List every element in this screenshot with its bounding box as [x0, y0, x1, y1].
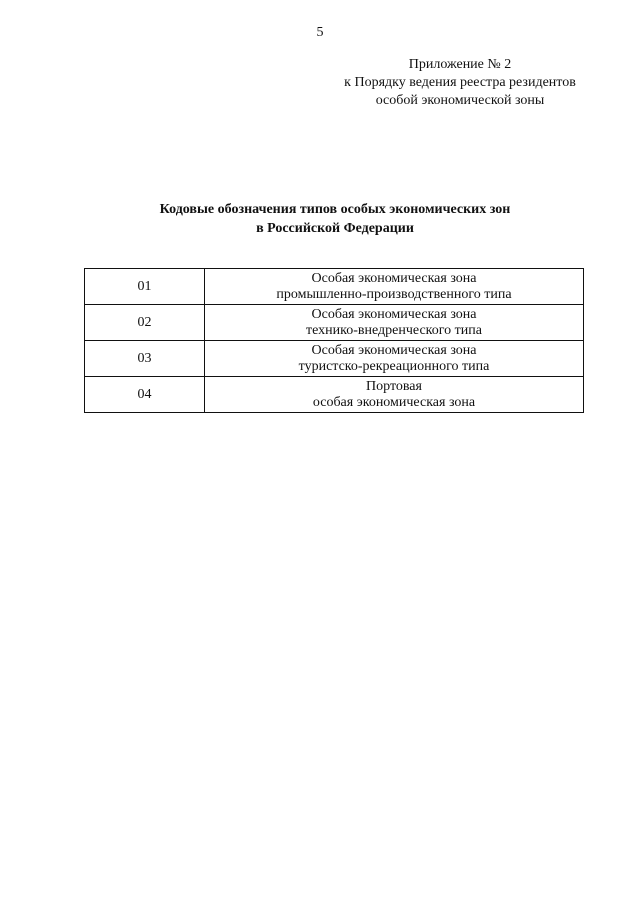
zone-type-line: промышленно-производственного типа	[276, 287, 512, 302]
zone-type-line: туристско-рекреационного типа	[298, 359, 490, 374]
appendix-header	[300, 56, 620, 110]
appendix-number: Приложение № 2	[408, 57, 512, 72]
zone-codes-table	[84, 268, 584, 413]
zone-type-line: технико-внедренческого типа	[306, 323, 482, 338]
zone-code-cell: 03	[85, 341, 205, 377]
zone-code-cell: 02	[85, 305, 205, 341]
zone-code-cell: 01	[85, 269, 205, 305]
zone-type-cell	[205, 305, 584, 341]
zone-type-line: Особая экономическая зона	[311, 343, 477, 358]
appendix-reference-cont: особой экономической зоны	[375, 93, 545, 108]
zone-type-line: Особая экономическая зона	[311, 307, 477, 322]
zone-type-cell	[205, 341, 584, 377]
page-number: 5	[316, 25, 324, 40]
zone-type-cell	[205, 269, 584, 305]
zone-type-cell	[205, 377, 584, 413]
zone-code-cell: 04	[85, 377, 205, 413]
document-title	[0, 200, 640, 238]
zone-type-line: особая экономическая зона	[312, 395, 476, 410]
table-row	[85, 305, 584, 341]
zone-type-line: Портовая	[366, 379, 422, 394]
table-row	[85, 269, 584, 305]
table-row	[85, 377, 584, 413]
table-row	[85, 341, 584, 377]
document-title-line1: Кодовые обозначения типов особых экономических зон	[159, 202, 511, 217]
appendix-reference: к Порядку ведения реестра резидентов	[344, 75, 576, 90]
document-title-line2: в Российской Федерации	[256, 221, 414, 236]
zone-type-line: Особая экономическая зона	[311, 271, 477, 286]
